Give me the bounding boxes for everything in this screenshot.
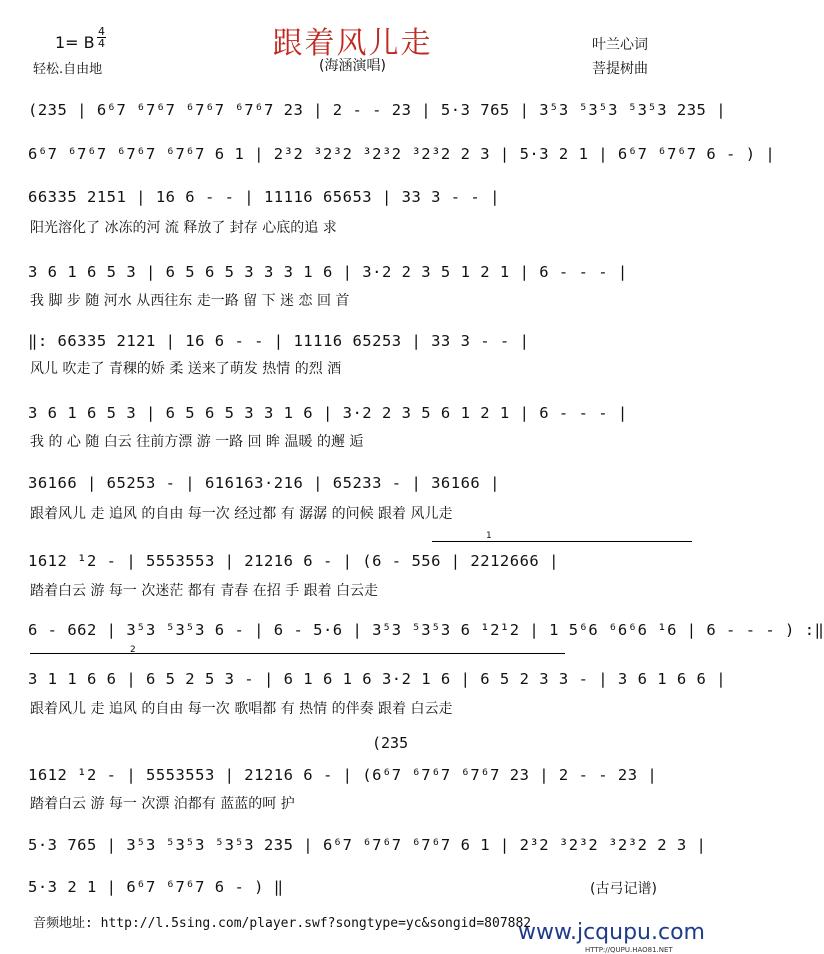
lyricist-credit: 叶兰心词 [592, 37, 648, 53]
score-row-5: ‖: 66335 2121 | 16 6 - - | 11116 65253 | 33 3 - - | [28, 332, 530, 350]
meter-numerator: 4 [98, 25, 105, 38]
lyrics-row-11: 踏着白云 游 每一 次漂 泊都有 蓝蓝的呵 护 [30, 796, 295, 812]
volta-2-bracket [30, 653, 565, 654]
watermark-logo: www.jcqupu.com [518, 920, 705, 945]
key-signature: 1= B [55, 33, 95, 52]
lyrics-row-10: 跟着风儿 走 追风 的自由 每一次 歌唱都 有 热情 的伴奏 跟着 白云走 [30, 701, 453, 717]
volta-1-bracket [432, 541, 692, 542]
score-row-2: 6⁶7 ⁶7⁶7 ⁶7⁶7 ⁶7⁶7 6 1 | 2³2 ³2³2 ³2³2 ³2³2 2 3 | 5·3 2 1 | 6⁶7 ⁶7⁶7 6 - ) | [28, 145, 776, 163]
lyrics-row-6: 我 的 心 随 白云 往前方漂 游 一路 回 眸 温暖 的邂 逅 [30, 434, 364, 450]
score-row-11: 1612 ¹2 - | 5553553 | 21216 6 - | (6⁶7 ⁶7⁶7 ⁶7⁶7 23 | 2 - - 23 | [28, 766, 658, 784]
audio-link[interactable]: 音频地址: http://l.5sing.com/player.swf?songtype=yc&songid=807882 [33, 916, 532, 931]
score-row-7: 36166 | 65253 - | 616163·216 | 65233 - | 36166 | [28, 474, 500, 492]
score-row-3: 66335 2151 | 16 6 - - | 11116 65653 | 33 3 - - | [28, 188, 500, 206]
score-row-10: 3 1 1 6 6 | 6 5 2 5 3 - | 6 1 6 1 6 3·2 1 6 | 6 5 2 3 3 - | 3 6 1 6 6 | [28, 670, 727, 688]
score-row-8: 1612 ¹2 - | 5553553 | 21216 6 - | (6 - 556 | 2212666 | [28, 552, 559, 570]
watermark-url: HTTP://QUPU.HAO81.NET [585, 946, 673, 954]
lyrics-row-4: 我 脚 步 随 河水 从西往东 走一路 留 下 迷 恋 回 首 [30, 293, 350, 309]
lyrics-row-8: 踏着白云 游 每一 次迷茫 都有 青春 在招 手 跟着 白云走 [30, 583, 379, 599]
score-row-1: (235 | 6⁶7 ⁶7⁶7 ⁶7⁶7 ⁶7⁶7 23 | 2 - - 23 | 5·3 765 | 3⁵3 ⁵3⁵3 ⁵3⁵3 235 | [28, 101, 727, 119]
score-row-9: 6 - 662 | 3⁵3 ⁵3⁵3 6 - | 6 - 5·6 | 3⁵3 ⁵3⁵3 6 ¹2¹2 | 1 5⁶6 ⁶6⁶6 ¹6 | 6 - - - ) :‖ [28, 621, 824, 639]
transcriber-credit: (古弓记谱) [590, 881, 657, 897]
lyrics-row-7: 跟着风儿 走 追风 的自由 每一次 经过都 有 潺潺 的问候 跟着 风儿走 [30, 506, 453, 522]
score-row-12: 5·3 765 | 3⁵3 ⁵3⁵3 ⁵3⁵3 235 | 6⁶7 ⁶7⁶7 ⁶7⁶7 6 1 | 2³2 ³2³2 ³2³2 2 3 | [28, 836, 707, 854]
score-row-4: 3 6 1 6 5 3 | 6 5 6 5 3 3 3 1 6 | 3·2 2 3 5 1 2 1 | 6 - - - | [28, 263, 628, 281]
repeat-prefix: (235 [372, 734, 409, 752]
composer-credit: 菩提树曲 [592, 61, 648, 77]
song-subtitle: (海涵演唱) [319, 58, 386, 74]
lyrics-row-5: 风儿 吹走了 青稞的娇 柔 送来了萌发 热情 的烈 酒 [30, 361, 342, 377]
meter-denominator: 4 [98, 37, 105, 50]
tempo-marking: 轻松.自由地 [33, 62, 103, 77]
volta-2-label: 2 [130, 645, 136, 655]
score-row-6: 3 6 1 6 5 3 | 6 5 6 5 3 3 1 6 | 3·2 2 3 5 6 1 2 1 | 6 - - - | [28, 404, 628, 422]
volta-1-label: 1 [486, 531, 492, 541]
song-title: 跟着风儿走 [272, 26, 433, 61]
lyrics-row-3: 阳光溶化了 冰冻的河 流 释放了 封存 心底的追 求 [30, 220, 337, 236]
score-row-13: 5·3 2 1 | 6⁶7 ⁶7⁶7 6 - ) ‖ [28, 878, 284, 896]
